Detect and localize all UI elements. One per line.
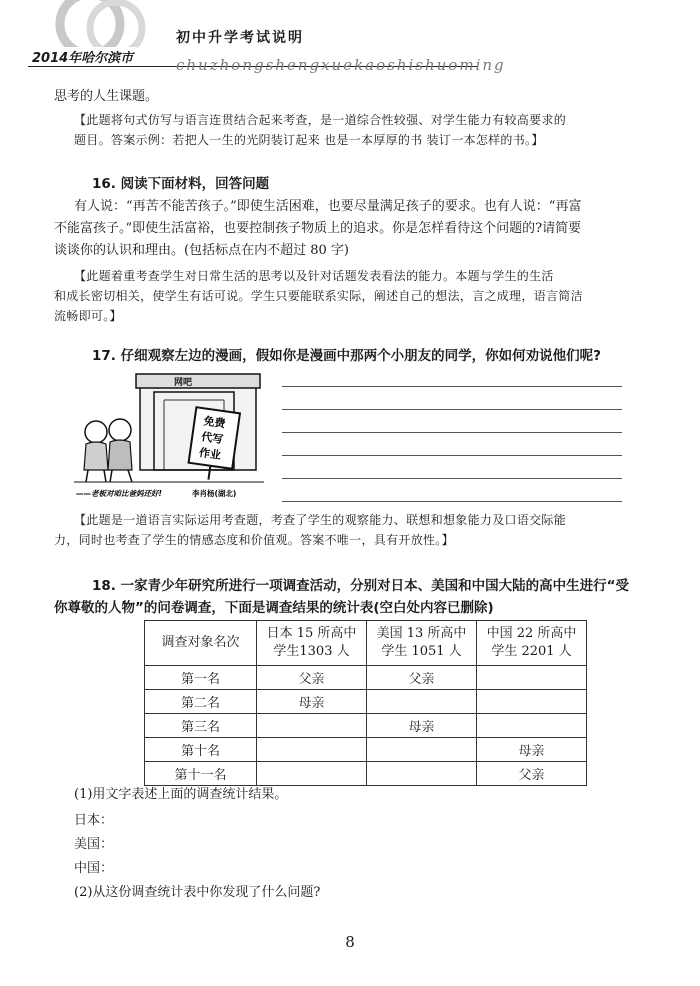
table-cell: 第十一名 (145, 762, 257, 786)
table-cell: 母亲 (477, 738, 587, 762)
table-cell (367, 690, 477, 714)
table-row (145, 738, 587, 762)
table-cell: 第二名 (145, 690, 257, 714)
q18-usa-label: 美国： (74, 837, 114, 852)
q18-title-line-2: 你尊敬的人物”的问卷调查，下面是调查结果的统计表(空白处内容已删除) (54, 600, 494, 616)
answer-line[interactable] (282, 409, 622, 410)
q18-china-label: 中国： (74, 861, 114, 876)
table-header-row (145, 621, 587, 666)
cartoon-sign-board-line-3: 作业 (198, 446, 222, 463)
answer-line[interactable] (282, 386, 622, 387)
table-row (145, 762, 587, 786)
answer-line[interactable] (282, 455, 622, 456)
table-cell (477, 690, 587, 714)
table-cell (257, 738, 367, 762)
table-cell: 父亲 (367, 666, 477, 690)
q18-sub2: (2)从这份调查统计表中你发现了什么问题? (74, 885, 321, 900)
header-logo-rings (52, 0, 172, 84)
cartoon-author: 李肖杨(湖北) (192, 489, 237, 498)
cartoon-caption: ——老板对咱比爸妈还好! (76, 489, 162, 498)
table-cell: 父亲 (477, 762, 587, 786)
table-cell: 母亲 (367, 714, 477, 738)
table-row (145, 666, 587, 690)
header-title: 初中升学考试说明 (176, 30, 304, 46)
table-header-cell: 美国 13 所高中 学生 1051 人 (367, 621, 477, 666)
cartoon-sign-top: 网吧 (174, 378, 193, 388)
header-city: 2014年哈尔滨市 (28, 47, 137, 66)
answer-line[interactable] (282, 478, 622, 479)
table-header-cell: 日本 15 所高中 学生1303 人 (257, 621, 367, 666)
q16-note: 【此题着重考查学生对日常生活的思考以及针对话题发表看法的能力。本题与学生的生活 和成长密切相关，使学生有话可说。学生只要能联系实际，阐述自己的想法，言之成理，语言简洁 流畅即可。】 (54, 269, 583, 323)
page-number: 8 (345, 933, 355, 951)
intro-line: 思考的人生课题。 (54, 89, 159, 104)
intro-note: 【此题将句式仿写与语言连贯结合起来考查，是一道综合性较强、对学生能力有较高要求的 题目。答案示例：若把人一生的光阴装订起来 也是一本厚厚的书 装订一本怎样的书。】 (74, 113, 567, 147)
header-pinyin: chuzhongshengxuekaoshishuoming (176, 56, 506, 74)
table-cell (477, 666, 587, 690)
table-cell: 母亲 (257, 690, 367, 714)
table-cell (367, 762, 477, 786)
table-cell: 第十名 (145, 738, 257, 762)
table-cell: 第三名 (145, 714, 257, 738)
q17-note: 【此题是一道语言实际运用考查题，考查了学生的观察能力、联想和想象能力及口语交际能 力，同时也考查了学生的情感态度和价值观。答案不唯一，具有开放性。】 (54, 513, 567, 547)
q16-title: 16. 阅读下面材料，回答问题 (92, 176, 270, 192)
table-row (145, 714, 587, 738)
answer-line[interactable] (282, 432, 622, 433)
cartoon-sign-board-line-2: 代写 (200, 430, 225, 447)
table-cell (367, 738, 477, 762)
answer-line[interactable] (282, 501, 622, 502)
table-cell (257, 762, 367, 786)
table-header-cell: 调查对象名次 (145, 621, 257, 666)
q17-title: 17. 仔细观察左边的漫画，假如你是漫画中那两个小朋友的同学，你如何劝说他们呢? (92, 348, 601, 364)
table-cell: 父亲 (257, 666, 367, 690)
table-cell (257, 714, 367, 738)
table-row (145, 690, 587, 714)
q18-sub1: (1)用文字表述上面的调查统计结果。 (74, 787, 288, 802)
q16-body: 有人说：“再苦不能苦孩子。”即使生活困难，也要尽量满足孩子的要求。也有人说：“再富 不能富孩子。”即使生活富裕，也要控制孩子物质上的追求。你是怎样看待这个问题的?请简要 谈谈你的认识和理由。(包括标点在内不超过 80 字) (54, 199, 582, 258)
cartoon-sign-board-line-1: 免费 (202, 414, 227, 431)
table-header-cell: 中国 22 所高中 学生 2201 人 (477, 621, 587, 666)
q18-japan-label: 日本： (74, 813, 114, 828)
table-cell (477, 714, 587, 738)
q17-cartoon (74, 370, 264, 502)
table-cell: 第一名 (145, 666, 257, 690)
q18-title-line-1: 18. 一家青少年研究所进行一项调查活动，分别对日本、美国和中国大陆的高中生进行“受 (92, 578, 629, 594)
survey-table (144, 620, 587, 786)
